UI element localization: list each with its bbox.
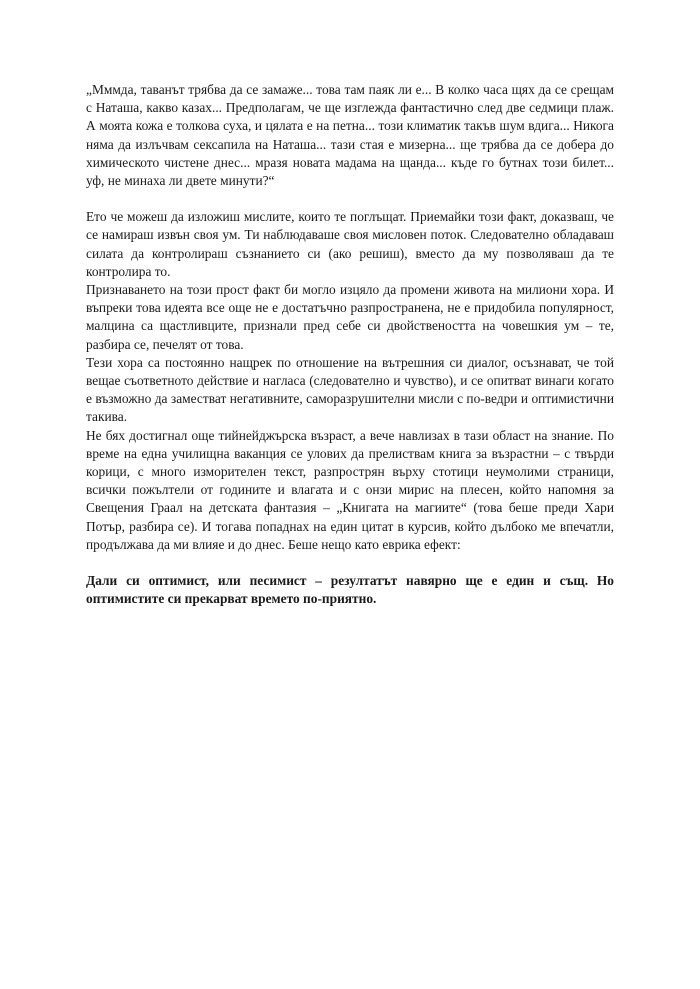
paragraph-simple-fact: Признаването на този прост факт би могло изцяло да промени живота на милиони хора. И въпреки това идеята все още не е достатъчно разпространена, не е придобила популярност, малцина са щастливците, признали пред себе си двойствеността на човешкия ум – те, разбира се, печелят от това. (86, 282, 614, 352)
paragraph-observing-thoughts: Ето че можеш да изложиш мислите, които те поглъщат. Приемайки този факт, доказваш, че се намираш извън своя ум. Ти наблюдаваше своя мисловен поток. Следователно обладаваш силата да контролираш съзнанието си (ако решиш), вместо да му позволяваш да те контролира то. (86, 209, 614, 279)
paragraph-inner-dialogue: Тези хора са постоянно нащрек по отношение на вътрешния си диалог, осъзнават, че той вещае съответното действие и нагласа (следователно и чувство), и се опитват винаги когато е възможно да заместват негативните, саморазрушителни мисли с по-ведри и оптимистични такива. (86, 354, 614, 425)
document-body (86, 81, 614, 608)
paragraph-book-of-magic: Не бях достигнал още тийнейджърска възраст, а вече навлизах в тази област на знание. По време на една училищна ваканция се улових да прелиствам книга за възрастни – с твърди корици, с много изморителен текст, разпрострян върху стотици неумолими страници, всички пожълтели от годините и влагата и с онзи мирис на плесен, който напомня за Свещения Граал на детската фантазия – „Книгата на магиите“ (това беше преди Хари Потър, разбира се). И тогава попаднах на един цитат в курсив, който дълбоко ме впечатли, продължава да ми влияе и до днес. Беше нещо като еврика ефект: (86, 427, 614, 552)
paragraph-inner-monologue: „Мммда, таванът трябва да се замаже... това там паяк ли е... В колко часа щях да се срещам с Наташа, какво казах... Предполагам, че ще изглежда фантастично след две седмици плаж. А моята кожа е толкова суха, и цялата е на петна... този климатик такъв шум вдига... Никога няма да излъчвам сексапила на Наташа... тази стая е мизерна... ще трябва да се добера до химическото чистене днес... мразя новата мадама на щанда... къде го бутнах този билет... уф, не минаха ли двете минути?“ (86, 82, 614, 189)
quote-optimist-pessimist: Дали си оптимист, или песимист – резултатът навярно ще е един и същ. Но оптимистите си прекарват времето по-приятно. (86, 573, 614, 607)
